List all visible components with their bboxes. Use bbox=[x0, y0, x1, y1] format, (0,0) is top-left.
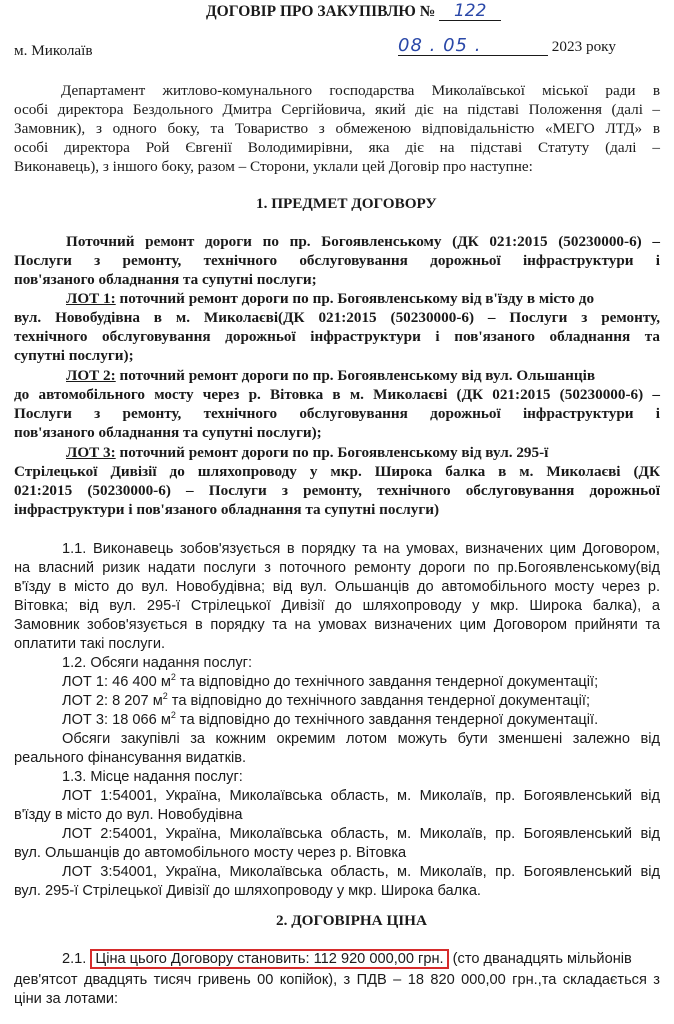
lot3-first-line: ЛОТ 3: поточний ремонт дороги по пр. Богоявленському від вул. 295-ї bbox=[66, 444, 549, 461]
city: м. Миколаїв bbox=[14, 42, 93, 59]
volume-lot3: ЛОТ 3: 18 066 $м^2$ та відповідно до технічного завдання тендерної документації. bbox=[62, 710, 599, 728]
lot2-line: до автомобільного мосту через р. Вітовка в м. Миколаєві (ДК 021:2015 (50230000-6) – bbox=[14, 386, 660, 403]
place-lot2-cont: вул. Ольшанців до автомобільного мосту через р. Вітовка bbox=[14, 845, 407, 861]
preamble-line: особі директора Рой Євгенії Володимирівни, яка діє на підставі Статуту (далі – bbox=[14, 139, 660, 156]
lot2-line: пов'язаного обладнання та супутні послуги); bbox=[14, 424, 322, 441]
lot1-label: ЛОТ 1: bbox=[66, 290, 116, 307]
clause-1-3-heading: 1.3. Місце надання послуг: bbox=[62, 769, 243, 785]
reduction-line: реального фінансування видатків. bbox=[14, 750, 247, 766]
contract-date bbox=[398, 37, 616, 56]
place-lot2: ЛОТ 2:54001, Україна, Миколаївська область, м. Миколаїв, пр. Богоявленський від bbox=[62, 826, 660, 842]
clause-1-1-line: 1.1. Виконавець зобов'язується в порядку та на умовах, визначених цим Договором, bbox=[62, 541, 660, 557]
lot1-line: супутні послуги); bbox=[14, 347, 134, 364]
clause-2-1-line: 2.1. Ціна цього Договору становить: 112 920 000,00 грн. (сто дванадцять мільйонів bbox=[62, 951, 632, 967]
place-lot3: ЛОТ 3:54001, Україна, Миколаївська область, м. Миколаїв, пр. Богоявленський від bbox=[62, 864, 660, 880]
clause-1-1-line: в'їзду в місто до вул. Новобудівна; від вул. Ольшанців до автомобільного мосту через р. bbox=[14, 579, 660, 595]
place-lot3-cont: вул. 295-ї Стрілецької Дивізії до шляхопроводу у мкр. Широка балка. bbox=[14, 883, 481, 899]
lot3-line: 021:2015 (50230000-6) – Послуги з ремонту, технічного обслуговування дорожньої bbox=[14, 482, 660, 499]
preamble-line: Замовник), з одного боку, та Товариство з обмеженою відповідальністю «МЕГО ЛТД» в bbox=[14, 120, 660, 137]
clause-2-1-line: дев'ятсот двадцять тисяч гривень 00 копійок), з ПДВ – 18 820 000,00 грн.,та складається з bbox=[14, 972, 660, 988]
volume-lot2: ЛОТ 2: 8 207 $м^2$ та відповідно до технічного завдання тендерної документації; bbox=[62, 691, 591, 709]
price-highlight: Ціна цього Договору становить: 112 920 000,00 грн. bbox=[90, 949, 448, 969]
preamble-line: Департамент житлово-комунального господарства Миколаївської міської ради в bbox=[61, 82, 660, 99]
subject-line: пов'язаного обладнання та супутні послуги; bbox=[14, 271, 317, 288]
lot2-line: Послуги з ремонту, технічного обслуговування дорожньої інфраструктури і bbox=[14, 405, 660, 422]
lot1-first-line: ЛОТ 1: поточний ремонт дороги по пр. Богоявленському від в'їзду в місто до bbox=[66, 290, 595, 307]
clause-1-2-heading: 1.2. Обсяги надання послуг: bbox=[62, 655, 253, 671]
subject-line: Послуги з ремонту, технічного обслуговування дорожньої інфраструктури і bbox=[14, 252, 660, 269]
subject-line: Поточний ремонт дороги по пр. Богоявленському (ДК 021:2015 (50230000-6) – bbox=[66, 233, 660, 250]
place-lot1: ЛОТ 1:54001, Україна, Миколаївська область, м. Миколаїв, пр. Богоявленський від bbox=[62, 788, 660, 804]
clause-1-1-line: на власний ризик надати послуги з поточного ремонту дороги по пр.Богоявленському(від bbox=[14, 560, 660, 576]
clause-2-1-line: ціни за лотами: bbox=[14, 991, 119, 1007]
clause-1-1-line: Замовник зобов'язується в порядку та на умовах визначених цим Договором прийняти та bbox=[14, 617, 660, 633]
preamble-line: Виконавець), з іншого боку, разом – Сторони, уклали цей Договір про наступне: bbox=[14, 158, 533, 175]
contract-title: ДОГОВІР ПРО ЗАКУПІВЛЮ № 122 bbox=[206, 2, 501, 21]
reduction-line: Обсяги закупівлі за кожним окремим лотом можуть бути зменшені залежно від bbox=[62, 731, 660, 747]
clause-1-1-line: Вітовка; від вул. 295-ї Стрілецької Дивізії до шляхопроводу у мкр. Широка балка), а bbox=[14, 598, 660, 614]
clause-1-1-line: оплатити такі послуги. bbox=[14, 636, 166, 652]
preamble-line: особі директора Бездольного Дмитра Сергійовича, який діє на підставі Положення (далі – bbox=[14, 101, 660, 118]
lot3-line: інфраструктури і пов'язаного обладнання та супутні послуги) bbox=[14, 501, 440, 518]
handwritten-date: 08 . 05 . bbox=[398, 37, 548, 56]
year: 2023 року bbox=[551, 38, 616, 55]
lot2-first-line: ЛОТ 2: поточний ремонт дороги по пр. Богоявленському від вул. Ольшанців bbox=[66, 367, 596, 384]
lot3-line: Стрілецької Дивізії до шляхопроводу у мкр. Широка балка в м. Миколаєві (ДК bbox=[14, 463, 660, 480]
lot1-line: технічного обслуговування дорожньої інфраструктури і пов'язаного обладнання та bbox=[14, 328, 660, 345]
contract-number: 122 bbox=[439, 2, 501, 21]
lot3-label: ЛОТ 3: bbox=[66, 444, 116, 461]
lot1-line: вул. Новобудівна в м. Миколаєві(ДК 021:2015 (50230000-6) – Послуги з ремонту, bbox=[14, 309, 660, 326]
volume-lot1: ЛОТ 1: 46 400 $м^2$ та відповідно до технічного завдання тендерної документації; bbox=[62, 672, 599, 690]
lot2-label: ЛОТ 2: bbox=[66, 367, 116, 384]
section-heading: 1. ПРЕДМЕТ ДОГОВОРУ bbox=[256, 195, 437, 212]
section-heading: 2. ДОГОВІРНА ЦІНА bbox=[276, 912, 427, 929]
place-lot1-cont: в'їзду в місто до вул. Новобудівна bbox=[14, 807, 243, 823]
